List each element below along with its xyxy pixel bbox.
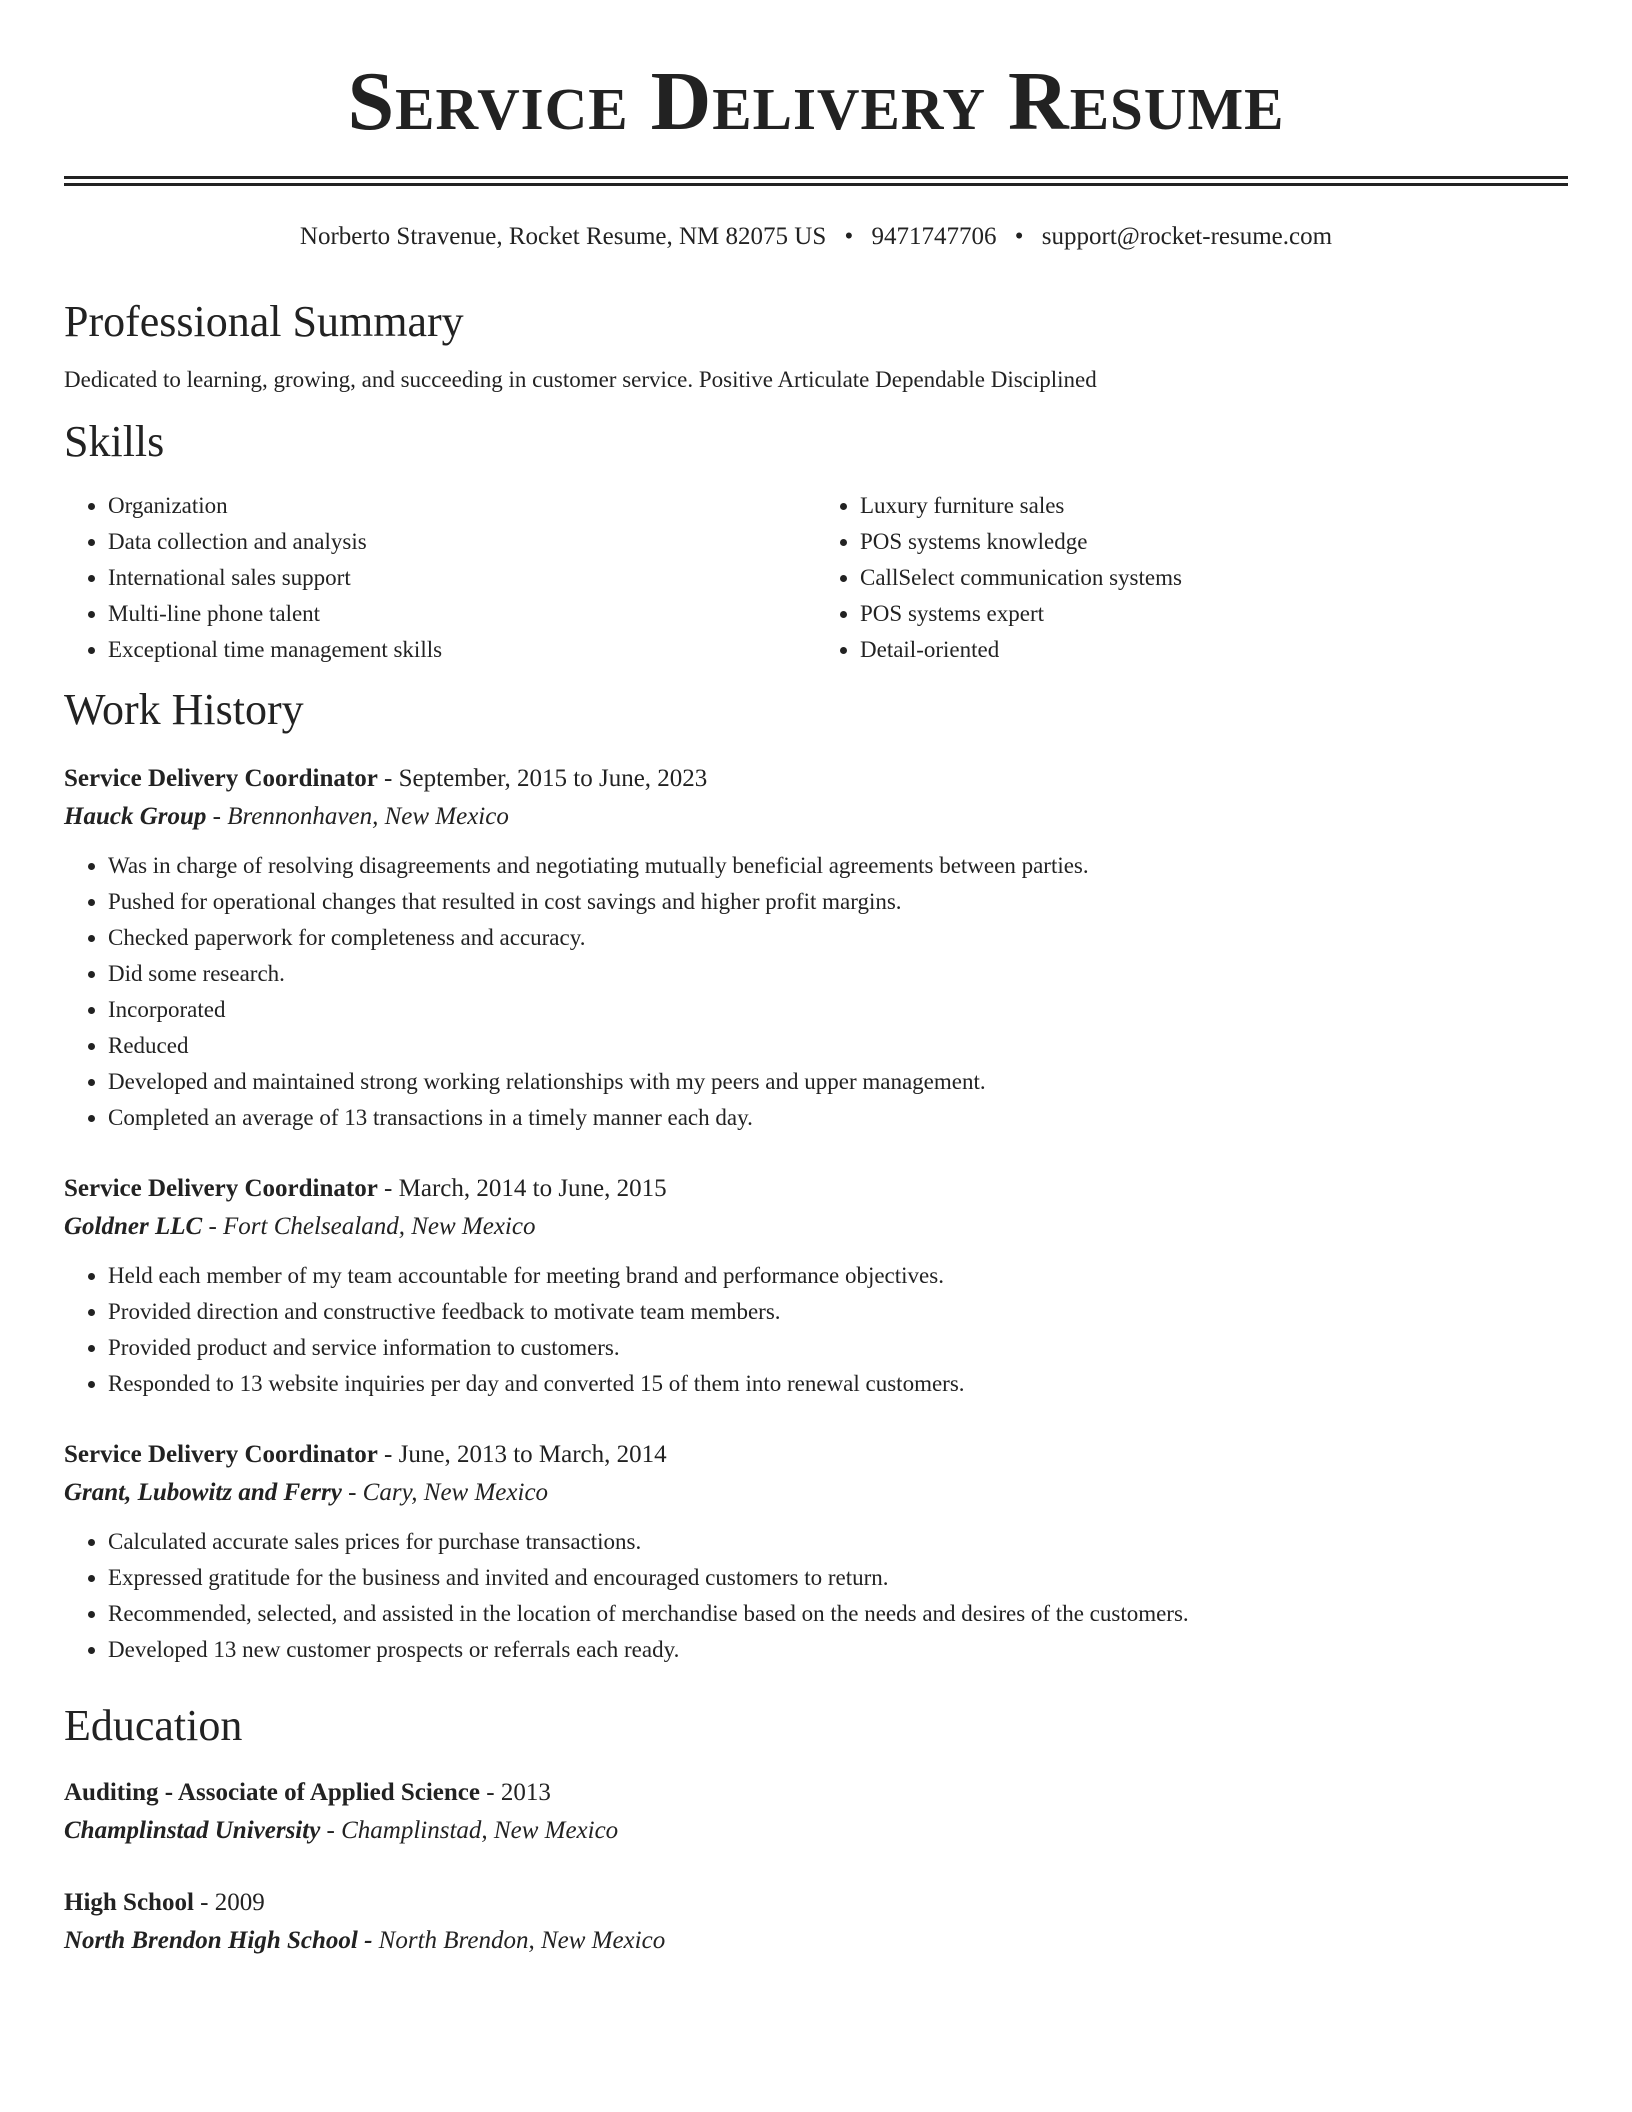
skill-item: • POS systems expert xyxy=(860,596,1568,632)
job-dates: - September, 2015 to June, 2023 xyxy=(377,765,708,792)
education-institution xyxy=(64,1922,1568,1960)
job-dates: - March, 2014 to June, 2015 xyxy=(377,1175,667,1202)
job-location: - Fort Chelsealand, New Mexico xyxy=(202,1213,536,1240)
job-duties xyxy=(64,1258,1568,1402)
education-year: - 2009 xyxy=(193,1889,265,1916)
education-header xyxy=(64,1774,1568,1812)
work-history-heading: Work History xyxy=(64,685,304,734)
job-header xyxy=(64,1170,1568,1208)
resume-title: Service Delivery Resume xyxy=(347,55,1285,148)
contact-email: support@rocket-resume.com xyxy=(1041,223,1333,250)
job-employer xyxy=(64,798,1568,836)
contact-separator: • xyxy=(844,223,854,250)
skill-item: • CallSelect communication systems xyxy=(860,560,1568,596)
education-institution xyxy=(64,1812,1568,1850)
skill-item: • Multi-line phone talent xyxy=(108,596,816,632)
duty-item: • Recommended, selected, and assisted in the location of merchandise based on the needs and desires of the customers. xyxy=(108,1596,1568,1632)
skills-right-list xyxy=(816,488,1568,668)
duty-item: • Responded to 13 website inquiries per day and converted 15 of them into renewal customers. xyxy=(108,1366,1568,1402)
job-duties xyxy=(64,1524,1568,1668)
duty-item: • Was in charge of resolving disagreements and negotiating mutually beneficial agreements between parties. xyxy=(108,848,1568,884)
skill-item: • Organization xyxy=(108,488,816,524)
skills-heading: Skills xyxy=(64,417,165,466)
education-header xyxy=(64,1884,1568,1922)
job-header xyxy=(64,760,1568,798)
duty-item: • Held each member of my team accountable for meeting brand and performance objectives. xyxy=(108,1258,1568,1294)
summary-text: Dedicated to learning, growing, and succeeding in customer service. Positive Articulate Dependable Disciplined xyxy=(64,367,1097,392)
skills-left-list xyxy=(64,488,816,668)
education-location: North Brendon, New Mexico xyxy=(372,1927,666,1954)
skill-item: • Data collection and analysis xyxy=(108,524,816,560)
skill-item: • Exceptional time management skills xyxy=(108,632,816,668)
job-entry xyxy=(64,1436,1568,1668)
job-location: - Brennonhaven, New Mexico xyxy=(206,803,509,830)
education-year: - 2013 xyxy=(480,1779,551,1806)
summary-heading: Professional Summary xyxy=(64,297,464,346)
job-title: Service Delivery Coordinator xyxy=(64,1175,378,1202)
job-company: Goldner LLC xyxy=(64,1213,203,1240)
duty-item: • Provided product and service information to customers. xyxy=(108,1330,1568,1366)
title-double-rule xyxy=(64,176,1568,186)
duty-item: • Provided direction and constructive feedback to motivate team members. xyxy=(108,1294,1568,1330)
job-company: Hauck Group xyxy=(64,803,207,830)
job-dates: - June, 2013 to March, 2014 xyxy=(377,1441,667,1468)
job-company: Grant, Lubowitz and Ferry xyxy=(64,1479,342,1506)
education-heading: Education xyxy=(64,1701,243,1750)
duty-item: • Developed 13 new customer prospects or referrals each ready. xyxy=(108,1632,1568,1668)
education-school: Champlinstad University xyxy=(64,1817,321,1844)
education-entry xyxy=(64,1774,1568,1850)
education-school: North Brendon High School - xyxy=(64,1927,373,1954)
duty-item: • Expressed gratitude for the business and invited and encouraged customers to return. xyxy=(108,1560,1568,1596)
duty-item: • Completed an average of 13 transactions in a timely manner each day. xyxy=(108,1100,1568,1136)
contact-phone: 9471747706 xyxy=(871,223,997,250)
job-entry xyxy=(64,760,1568,1136)
education-location: - Champlinstad, New Mexico xyxy=(320,1817,619,1844)
job-employer xyxy=(64,1208,1568,1246)
education-degree: High School xyxy=(64,1889,194,1916)
education-entry xyxy=(64,1884,1568,1960)
duty-item: • Calculated accurate sales prices for purchase transactions. xyxy=(108,1524,1568,1560)
skill-item: • POS systems knowledge xyxy=(860,524,1568,560)
skill-item: • International sales support xyxy=(108,560,816,596)
duty-item: • Pushed for operational changes that resulted in cost savings and higher profit margins. xyxy=(108,884,1568,920)
duty-item: • Checked paperwork for completeness and accuracy. xyxy=(108,920,1568,956)
skill-item: • Detail-oriented xyxy=(860,632,1568,668)
duty-item: • Reduced xyxy=(108,1028,1568,1064)
skill-item: • Luxury furniture sales xyxy=(860,488,1568,524)
duty-item: • Developed and maintained strong working relationships with my peers and upper management. xyxy=(108,1064,1568,1100)
job-employer xyxy=(64,1474,1568,1512)
duty-item: • Incorporated xyxy=(108,992,1568,1028)
contact-separator: • xyxy=(1014,223,1024,250)
contact-address: Norberto Stravenue, Rocket Resume, NM 82075 US xyxy=(299,223,827,250)
job-duties xyxy=(64,848,1568,1136)
job-title: Service Delivery Coordinator xyxy=(64,765,378,792)
education-degree: Auditing - Associate of Applied Science xyxy=(64,1779,480,1806)
job-location: - Cary, New Mexico xyxy=(341,1479,549,1506)
contact-line xyxy=(64,220,1568,254)
job-header xyxy=(64,1436,1568,1474)
job-entry xyxy=(64,1170,1568,1402)
duty-item: • Did some research. xyxy=(108,956,1568,992)
job-title: Service Delivery Coordinator xyxy=(64,1441,378,1468)
skills-columns xyxy=(64,488,1568,668)
